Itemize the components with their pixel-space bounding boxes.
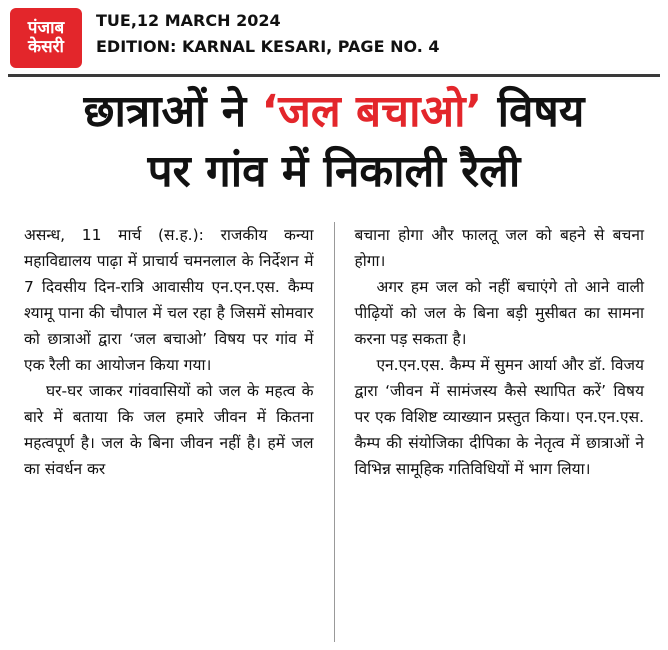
headline-quote: ‘जल बचाओ’ [261, 86, 483, 137]
article-column-1 [24, 222, 314, 642]
headline-pre: छात्राओं ने [83, 86, 262, 137]
masthead [0, 0, 668, 74]
article-column-2 [354, 222, 644, 642]
headline-line-1 [0, 82, 668, 142]
paragraph: एन.एन.एस. कैम्प में सुमन आर्या और डॉ. विजय द्वारा ‘जीवन में सामंजस्य कैसे स्थापित करें’ विषय पर एक विशिष्ट व्याख्यान प्रस्तुत किया। एन.एन.एस. कैम्प की संयोजिका दीपिका के नेतृत्व में छात्राओं ने विभिन्न सामूहिक गतिविधियों में भाग लिया। [354, 356, 644, 478]
column-rule [334, 222, 335, 642]
edition-info [96, 8, 439, 60]
header-divider [8, 74, 660, 77]
headline-post: विषय [482, 86, 585, 137]
headline-line-2: पर गांव में निकाली रैली [147, 146, 521, 197]
paragraph: घर-घर जाकर गांववासियों को जल के महत्व के बारे में बताया कि जल हमारे जीवन में कितना महत्वपूर्ण है। जल के बिना जीवन नहीं है। हमें जल का संवर्धन कर [24, 382, 314, 478]
edition-label: EDITION: KARNAL KESARI, PAGE NO. 4 [96, 37, 440, 56]
article-body [24, 222, 644, 642]
paragraph: अगर हम जल को नहीं बचाएंगे तो आने वाली पीढ़ियों को जल के बिना बड़ी मुसीबत का सामना करना पड़ सकता है। [354, 278, 644, 348]
paragraph: असन्ध, 11 मार्च (स.ह.): राजकीय कन्या महाविद्यालय पाढ़ा में प्राचार्य चमनलाल के निर्देशन में 7 दिवसीय दिन-रात्रि आवासीय एन.एन.एस. कैम्प श्यामू पाना की चौपाल में चल रहा है जिसमें सोमवार को छात्राओं द्वारा ‘जल बचाओ’ विषय पर गांव में एक रैली का आयोजन किया गया। [24, 226, 314, 374]
paragraph: बचाना होगा और फालतू जल को बहने से बचना होगा। [354, 226, 644, 270]
logo-line-1: पंजाब [27, 18, 65, 39]
logo-line-2: केसरी [28, 37, 64, 57]
article-headline [0, 82, 668, 202]
publication-date: TUE,12 MARCH 2024 [96, 11, 281, 30]
punjab-kesari-logo [10, 8, 82, 68]
